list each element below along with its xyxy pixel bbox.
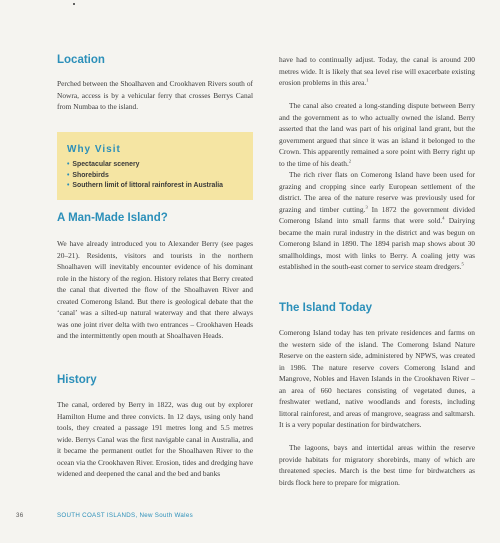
why-visit-item: • Shorebirds [67, 171, 109, 179]
bullet-icon: • [67, 161, 70, 168]
page-mark [73, 3, 75, 5]
bullet-icon: • [67, 171, 70, 179]
history-heading: History [57, 374, 97, 386]
man-made-paragraph: We have already introduced you to Alexander Berry (see pages 20–21). Residents, visitors and tourists in the northern Shoalhaven will inevitably encounter evidence of his dominant role in the history of the region. History relates that Berry created the canal that diverted the flow of the Shoalhaven River and created Comerong Island. But there is geological debate that the ‘canal’ was a silted-up natural waterway and that there always was one joint river delta with two entrances – Crookhaven Heads and the intermittently open mouth at Shoalhaven Heads. [57, 239, 253, 341]
why-visit-box [57, 132, 253, 200]
man-made-heading: A Man-Made Island? [57, 212, 168, 224]
page-number: 36 [16, 512, 24, 519]
right-paragraph-1: have had to continually adjust. Today, the canal is around 200 metres wide. It is likely that sea level rise will exacerbate existing erosion problems in this area.$^1$ [279, 55, 475, 88]
island-today-heading: The Island Today [279, 302, 373, 314]
right-paragraph-2: The canal also created a long-standing dispute between Berry and the government as to who actually owned the island. Berry asserted that the land was part of his original land grant, but the government argued that since it was an island it belonged to the Crown. This apparently remained a sore point with Berry right up to the time of his death.$^2$ [279, 101, 475, 168]
why-visit-list [67, 160, 243, 192]
history-paragraph: The canal, ordered by Berry in 1822, was dug out by explorer Hamilton Hume and three convicts. In 12 days, using only hand tools, they created a passage 191 metres long and 5.5 metres wide. Berrys Canal was the first navigable canal in Australia, and it became the permanent outlet for the Shoalhaven River to the ocean via the Crookhaven River. Erosion, tides and dredging have widened and deepened the canal and the bed and banks [57, 400, 253, 479]
location-paragraph: Perched between the Shoalhaven and Crookhaven Rivers south of Nowra, access is by a vehicular ferry that crosses Berrys Canal from Numbaa to the island. [57, 79, 253, 112]
why-visit-item: • Spectacular scenery [67, 161, 140, 168]
right-paragraph-3: The rich river flats on Comerong Island have been used for grazing and cropping since early European settlement of the district. The area of the nature reserve was previously used for grazing and timber cutting.$^3$ In 1872 the government divided Comerong Island into small farms that were sold.$^4$ Dairying became the main rural industry in the district and was begun on Comerong Island in 1890. The 1894 parish map shows about 30 smallholdings, most with links to Berry. A coaling jetty was established in the south-east corner to service steam dredgers.$^5$ [279, 170, 475, 272]
running-title: SOUTH COAST ISLANDS, New South Wales [57, 512, 193, 519]
location-heading: Location [57, 54, 105, 66]
island-today-paragraph-2: The lagoons, bays and intertidal areas within the reserve provide habitats for migratory shorebirds, many of which are threatened species. March is the best time for birdwatchers as birds flock here to prepare for migration. [279, 443, 475, 487]
bullet-icon: • [67, 182, 70, 189]
why-visit-item: • Southern limit of littoral rainforest in Australia [67, 182, 224, 189]
island-today-paragraph-1: Comerong Island today has ten private residences and farms on the western side of the island. The Comerong Island Nature Reserve on the eastern side, administered by NPWS, was created in 1986. The nature reserve covers Comerong Island and Mangrove, Nobles and Haven Islands in the Crookhaven River – an area of 660 hectares consisting of vegetated dunes, a freshwater wetland, native woodlands and forests, including littoral rainforest, and areas of mangrove, seagrass and saltmarsh. It is a very popular destination for birdwatchers. [279, 328, 475, 430]
why-visit-title: Why Visit [67, 144, 121, 155]
